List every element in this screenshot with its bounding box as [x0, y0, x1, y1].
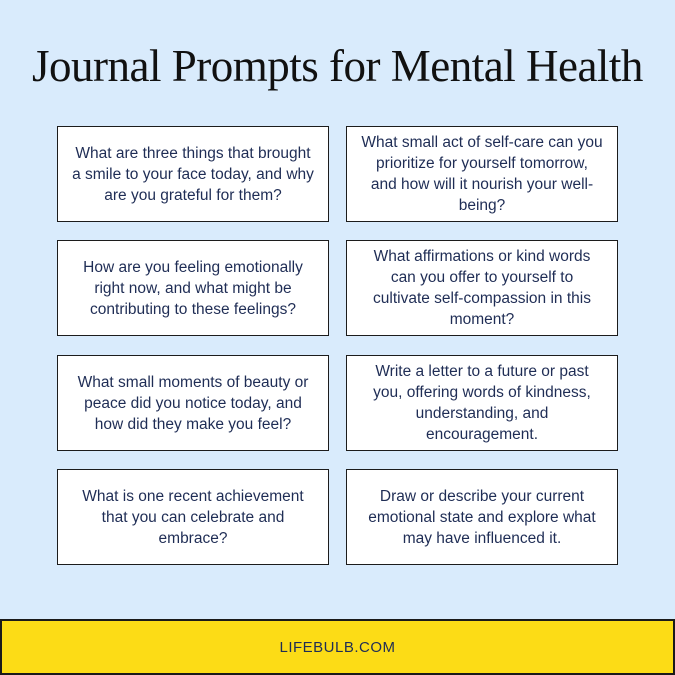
prompt-card [57, 240, 329, 336]
page-title: Journal Prompts for Mental Health [32, 41, 643, 91]
prompt-card [57, 355, 329, 451]
prompt-card [346, 355, 618, 451]
prompt-text: What small act of self-care can you prioritize for yourself tomorrow, and how will it nourish your well-being? [361, 134, 603, 214]
prompt-card [346, 126, 618, 222]
prompt-card [346, 240, 618, 336]
prompt-text: Draw or describe your current emotional state and explore what may have influenced it. [368, 487, 596, 547]
prompt-text: What small moments of beauty or peace did you notice today, and how did they make you feel? [77, 373, 309, 433]
footer-website: LIFEBULB.COM [279, 638, 396, 656]
prompt-card [57, 126, 329, 222]
prompt-text: Write a letter to a future or past you, offering words of kindness, understanding, and encouragement. [373, 363, 591, 443]
prompt-text: How are you feeling emotionally right now, and what might be contributing to these feelings? [83, 258, 303, 318]
prompt-card [57, 469, 329, 565]
footer-banner [0, 619, 675, 675]
prompt-text: What are three things that brought a smile to your face today, and why are you grateful for them? [72, 144, 314, 204]
prompt-card [346, 469, 618, 565]
prompt-text: What affirmations or kind words can you offer to yourself to cultivate self-compassion in this moment? [373, 248, 591, 328]
prompt-text: What is one recent achievement that you can celebrate and embrace? [82, 487, 304, 547]
